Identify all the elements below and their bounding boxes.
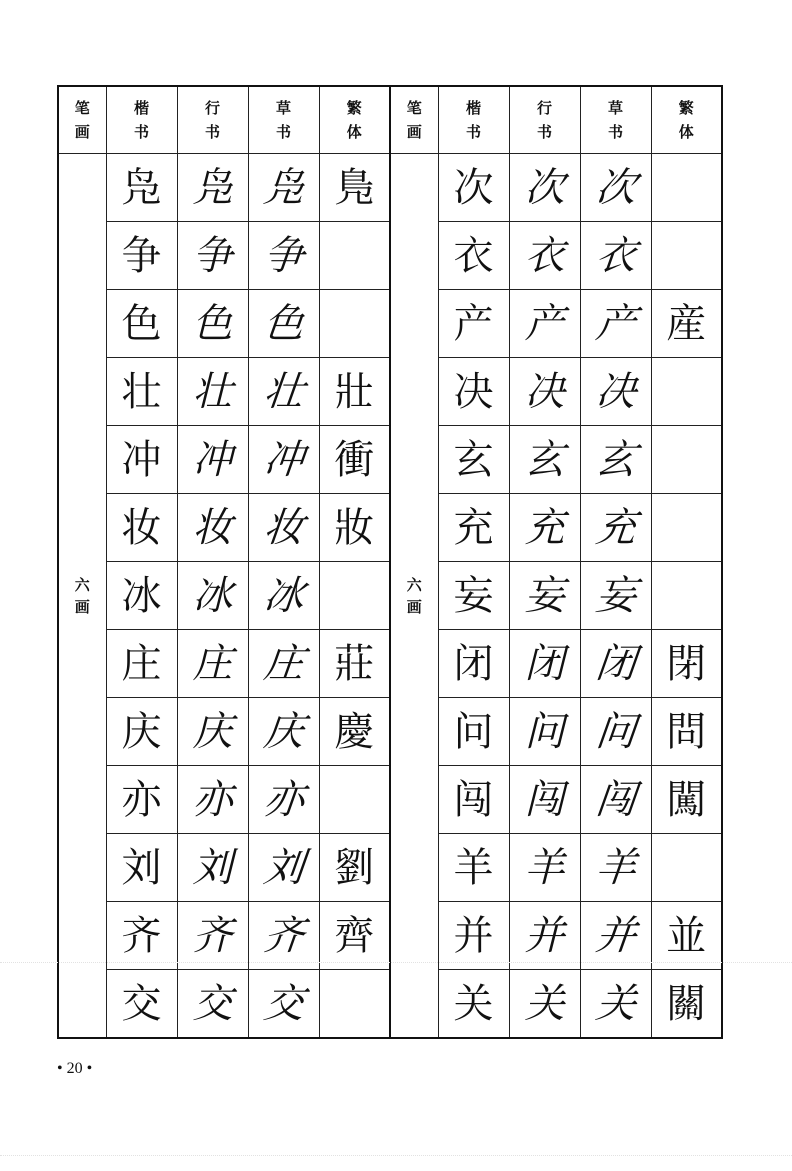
cell-left-xing xyxy=(177,630,248,698)
header-char: 行 xyxy=(536,99,552,117)
cell-left-fan xyxy=(319,562,390,630)
char-cao: 闯 xyxy=(593,776,638,823)
char-xing: 产 xyxy=(524,300,565,347)
char-cao: 凫 xyxy=(261,164,306,211)
cell-left-xing xyxy=(177,766,248,834)
stroke-group-char: 六 xyxy=(74,575,90,594)
char-kai: 充 xyxy=(453,504,494,551)
char-cao: 决 xyxy=(593,368,638,415)
cell-right-kai xyxy=(438,222,509,290)
cell-left-kai xyxy=(106,766,177,834)
cell-right-cao xyxy=(580,970,651,1039)
char-xing: 充 xyxy=(524,504,565,551)
cell-left-cao xyxy=(248,698,319,766)
header-char: 行 xyxy=(204,99,220,117)
cell-right-xing xyxy=(509,154,580,222)
char-cao: 次 xyxy=(593,164,638,211)
cell-left-xing xyxy=(177,426,248,494)
cell-right-cao xyxy=(580,426,651,494)
cell-left-kai xyxy=(106,290,177,358)
header-char: 繁 xyxy=(678,99,694,117)
cell-left-kai xyxy=(106,630,177,698)
char-cao: 妄 xyxy=(593,572,638,619)
cell-right-cao xyxy=(580,698,651,766)
char-kai: 亦 xyxy=(121,776,162,823)
header-cao-left xyxy=(248,86,319,154)
cell-right-xing xyxy=(509,970,580,1039)
header-kai-right xyxy=(438,86,509,154)
stroke-group-char: 画 xyxy=(74,597,90,616)
char-xing: 冰 xyxy=(192,572,233,619)
cell-right-kai xyxy=(438,834,509,902)
cell-left-xing xyxy=(177,222,248,290)
cell-right-xing xyxy=(509,494,580,562)
char-kai: 产 xyxy=(453,300,494,347)
cell-left-cao xyxy=(248,222,319,290)
char-cao: 庄 xyxy=(261,640,306,687)
header-cao-right xyxy=(580,86,651,154)
char-cao: 产 xyxy=(593,300,638,347)
cell-left-fan xyxy=(319,902,390,970)
char-xing: 交 xyxy=(192,980,233,1027)
cell-left-fan xyxy=(319,766,390,834)
cell-right-kai xyxy=(438,766,509,834)
char-kai: 并 xyxy=(453,912,494,959)
header-char: 笔 xyxy=(406,99,422,117)
header-char: 草 xyxy=(607,99,623,117)
char-kai: 问 xyxy=(453,708,494,755)
header-char: 画 xyxy=(74,123,90,141)
cell-left-cao xyxy=(248,290,319,358)
char-cao: 问 xyxy=(593,708,638,755)
cell-left-kai xyxy=(106,970,177,1039)
cell-right-kai xyxy=(438,630,509,698)
cell-right-xing xyxy=(509,562,580,630)
table-header-row xyxy=(58,86,722,154)
char-xing: 争 xyxy=(192,232,233,279)
char-kai: 冲 xyxy=(121,436,162,483)
header-char: 书 xyxy=(465,123,481,141)
header-char: 楷 xyxy=(133,99,149,117)
char-cao: 庆 xyxy=(261,708,306,755)
cell-left-fan xyxy=(319,290,390,358)
char-cao: 色 xyxy=(261,300,306,347)
cell-left-cao xyxy=(248,902,319,970)
cell-right-fan xyxy=(651,494,722,562)
char-kai: 闭 xyxy=(453,640,494,687)
cell-right-kai xyxy=(438,154,509,222)
char-cao: 玄 xyxy=(593,436,638,483)
divider xyxy=(0,1155,792,1156)
cell-left-xing xyxy=(177,562,248,630)
cell-left-xing xyxy=(177,902,248,970)
header-xing-left xyxy=(177,86,248,154)
cell-left-kai xyxy=(106,426,177,494)
cell-left-fan xyxy=(319,698,390,766)
header-fan-right xyxy=(651,86,722,154)
char-kai: 闯 xyxy=(453,776,494,823)
header-char: 体 xyxy=(678,123,694,141)
cell-right-cao xyxy=(580,290,651,358)
char-kai: 冰 xyxy=(121,572,162,619)
char-fan: 莊 xyxy=(334,640,375,687)
cell-left-cao xyxy=(248,630,319,698)
cell-left-cao xyxy=(248,562,319,630)
char-kai: 凫 xyxy=(121,164,162,211)
cell-right-fan xyxy=(651,834,722,902)
char-kai: 庄 xyxy=(121,640,162,687)
char-xing: 妄 xyxy=(524,572,565,619)
cell-right-xing xyxy=(509,766,580,834)
cell-right-cao xyxy=(580,902,651,970)
cell-left-kai xyxy=(106,902,177,970)
cell-right-fan xyxy=(651,426,722,494)
char-fan: 産 xyxy=(666,300,707,347)
char-xing: 闭 xyxy=(524,640,565,687)
cell-right-cao xyxy=(580,834,651,902)
header-char: 繁 xyxy=(346,99,362,117)
char-cao: 冰 xyxy=(261,572,306,619)
cell-right-xing xyxy=(509,426,580,494)
char-xing: 衣 xyxy=(524,232,565,279)
header-char: 笔 xyxy=(74,99,90,117)
cell-left-xing xyxy=(177,698,248,766)
char-xing: 亦 xyxy=(192,776,233,823)
char-cao: 齐 xyxy=(261,912,306,959)
char-xing: 并 xyxy=(524,912,565,959)
stroke-group-char: 六 xyxy=(406,575,422,594)
header-char: 书 xyxy=(536,123,552,141)
cell-right-fan xyxy=(651,290,722,358)
divider xyxy=(0,962,792,963)
cell-right-fan xyxy=(651,766,722,834)
cell-left-xing xyxy=(177,834,248,902)
cell-right-fan xyxy=(651,970,722,1039)
header-kai-left xyxy=(106,86,177,154)
header-char: 草 xyxy=(275,99,291,117)
char-xing: 玄 xyxy=(524,436,565,483)
char-cao: 并 xyxy=(593,912,638,959)
cell-left-fan xyxy=(319,222,390,290)
cell-left-fan xyxy=(319,834,390,902)
cell-right-kai xyxy=(438,426,509,494)
char-cao: 交 xyxy=(261,980,306,1027)
header-char: 楷 xyxy=(465,99,481,117)
char-kai: 关 xyxy=(453,980,494,1027)
char-xing: 决 xyxy=(524,368,565,415)
char-xing: 问 xyxy=(524,708,565,755)
header-stroke-right xyxy=(390,86,438,154)
cell-left-fan xyxy=(319,426,390,494)
header-char: 画 xyxy=(406,123,422,141)
char-kai: 刘 xyxy=(121,844,162,891)
char-kai: 交 xyxy=(121,980,162,1027)
char-fan: 闖 xyxy=(666,776,707,823)
cell-right-kai xyxy=(438,970,509,1039)
char-kai: 争 xyxy=(121,232,162,279)
char-kai: 次 xyxy=(453,164,494,211)
char-fan: 妝 xyxy=(334,504,375,551)
char-kai: 色 xyxy=(121,300,162,347)
cell-right-cao xyxy=(580,358,651,426)
char-cao: 刘 xyxy=(261,844,306,891)
char-cao: 闭 xyxy=(593,640,638,687)
cell-right-kai xyxy=(438,358,509,426)
char-kai: 妄 xyxy=(453,572,494,619)
cell-right-xing xyxy=(509,358,580,426)
char-fan: 並 xyxy=(666,912,707,959)
char-cao: 壮 xyxy=(261,368,306,415)
cell-right-kai xyxy=(438,698,509,766)
char-xing: 冲 xyxy=(192,436,233,483)
char-kai: 衣 xyxy=(453,232,494,279)
cell-left-cao xyxy=(248,494,319,562)
char-xing: 关 xyxy=(524,980,565,1027)
cell-left-kai xyxy=(106,494,177,562)
cell-right-cao xyxy=(580,222,651,290)
cell-left-xing xyxy=(177,494,248,562)
cell-left-kai xyxy=(106,834,177,902)
char-kai: 庆 xyxy=(121,708,162,755)
stroke-group-right xyxy=(390,154,438,1039)
char-xing: 刘 xyxy=(192,844,233,891)
cell-left-cao xyxy=(248,834,319,902)
cell-left-cao xyxy=(248,426,319,494)
stroke-group-char: 画 xyxy=(406,597,422,616)
cell-left-xing xyxy=(177,970,248,1039)
char-cao: 衣 xyxy=(593,232,638,279)
cell-left-kai xyxy=(106,562,177,630)
char-xing: 凫 xyxy=(192,164,233,211)
cell-right-cao xyxy=(580,562,651,630)
char-fan: 慶 xyxy=(334,708,375,755)
cell-right-kai xyxy=(438,290,509,358)
char-fan: 齊 xyxy=(334,912,375,959)
cell-right-fan xyxy=(651,698,722,766)
cell-left-cao xyxy=(248,358,319,426)
cell-left-xing xyxy=(177,290,248,358)
char-fan: 鳬 xyxy=(334,164,375,211)
char-cao: 争 xyxy=(261,232,306,279)
cell-left-xing xyxy=(177,358,248,426)
cell-right-xing xyxy=(509,222,580,290)
cell-right-cao xyxy=(580,154,651,222)
char-kai: 玄 xyxy=(453,436,494,483)
character-table xyxy=(57,85,723,1039)
cell-right-fan xyxy=(651,154,722,222)
cell-right-fan xyxy=(651,222,722,290)
char-cao: 羊 xyxy=(593,844,638,891)
cell-right-kai xyxy=(438,562,509,630)
cell-left-cao xyxy=(248,154,319,222)
cell-left-fan xyxy=(319,154,390,222)
cell-left-xing xyxy=(177,154,248,222)
cell-right-cao xyxy=(580,630,651,698)
char-xing: 羊 xyxy=(524,844,565,891)
cell-left-cao xyxy=(248,970,319,1039)
page-number: • 20 • xyxy=(57,1060,93,1077)
table-row xyxy=(58,154,722,222)
header-char: 书 xyxy=(133,123,149,141)
cell-right-fan xyxy=(651,902,722,970)
cell-right-xing xyxy=(509,630,580,698)
header-char: 书 xyxy=(204,123,220,141)
table-body xyxy=(58,154,722,1039)
cell-left-kai xyxy=(106,154,177,222)
char-fan: 關 xyxy=(666,980,707,1027)
char-fan: 閉 xyxy=(666,640,707,687)
cell-left-fan xyxy=(319,358,390,426)
stroke-group-left xyxy=(58,154,106,1039)
cell-left-kai xyxy=(106,698,177,766)
cell-right-cao xyxy=(580,766,651,834)
char-fan: 衝 xyxy=(334,436,375,483)
char-fan: 劉 xyxy=(334,844,375,891)
cell-right-fan xyxy=(651,562,722,630)
cell-right-xing xyxy=(509,290,580,358)
char-kai: 壮 xyxy=(121,368,162,415)
cell-left-fan xyxy=(319,630,390,698)
cell-left-cao xyxy=(248,766,319,834)
char-xing: 庆 xyxy=(192,708,233,755)
char-kai: 羊 xyxy=(453,844,494,891)
char-cao: 亦 xyxy=(261,776,306,823)
char-xing: 色 xyxy=(192,300,233,347)
cell-right-xing xyxy=(509,902,580,970)
char-fan: 問 xyxy=(666,708,707,755)
cell-right-xing xyxy=(509,834,580,902)
char-xing: 闯 xyxy=(524,776,565,823)
char-kai: 妆 xyxy=(121,504,162,551)
header-char: 书 xyxy=(275,123,291,141)
char-fan: 壯 xyxy=(334,368,375,415)
cell-right-cao xyxy=(580,494,651,562)
char-cao: 妆 xyxy=(261,504,306,551)
header-stroke-left xyxy=(58,86,106,154)
char-cao: 充 xyxy=(593,504,638,551)
cell-left-fan xyxy=(319,494,390,562)
char-xing: 庄 xyxy=(192,640,233,687)
char-xing: 齐 xyxy=(192,912,233,959)
char-xing: 次 xyxy=(524,164,565,211)
cell-right-xing xyxy=(509,698,580,766)
cell-left-fan xyxy=(319,970,390,1039)
cell-left-kai xyxy=(106,222,177,290)
char-cao: 关 xyxy=(593,980,638,1027)
cell-left-kai xyxy=(106,358,177,426)
char-xing: 壮 xyxy=(192,368,233,415)
header-char: 书 xyxy=(607,123,623,141)
cell-right-fan xyxy=(651,630,722,698)
cell-right-kai xyxy=(438,902,509,970)
header-char: 体 xyxy=(346,123,362,141)
char-cao: 冲 xyxy=(261,436,306,483)
char-kai: 齐 xyxy=(121,912,162,959)
cell-right-fan xyxy=(651,358,722,426)
header-xing-right xyxy=(509,86,580,154)
char-kai: 决 xyxy=(453,368,494,415)
cell-right-kai xyxy=(438,494,509,562)
char-xing: 妆 xyxy=(192,504,233,551)
header-fan-left xyxy=(319,86,390,154)
